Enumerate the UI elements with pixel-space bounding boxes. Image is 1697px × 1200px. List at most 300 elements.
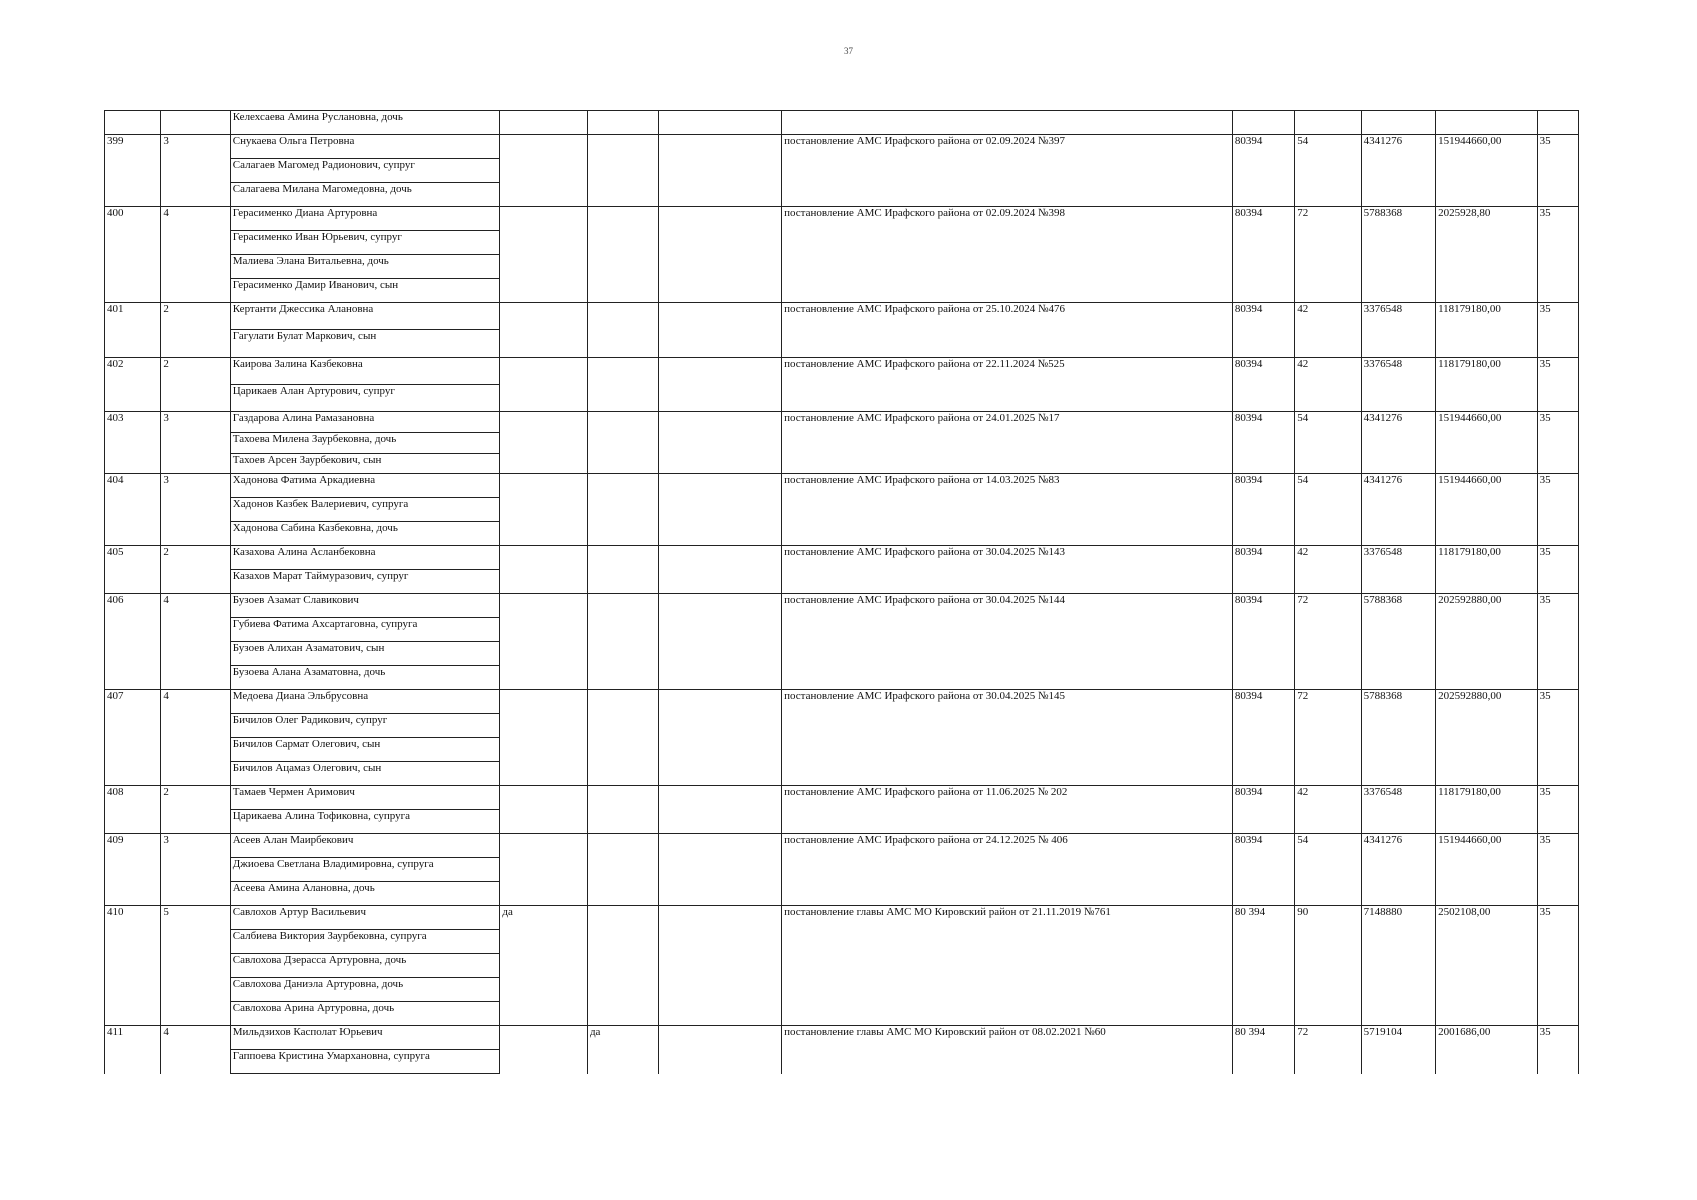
member-row <box>105 930 1579 954</box>
col-e-cell: да <box>587 1026 658 1050</box>
blank-cell <box>659 135 782 159</box>
record-number <box>105 738 161 762</box>
blank-cell <box>659 183 782 207</box>
area-cell: 72 <box>1295 207 1361 231</box>
blank-cell <box>659 618 782 642</box>
member-name: Савлохова Даниэла Артуровна, дочь <box>230 978 500 1002</box>
value2-cell <box>1436 1050 1538 1074</box>
blank-cell <box>659 498 782 522</box>
blank-cell <box>659 642 782 666</box>
value1-cell <box>1361 1050 1435 1074</box>
area-cell <box>1295 618 1361 642</box>
last-cell <box>1537 522 1578 546</box>
col-d-cell <box>500 642 588 666</box>
area-cell <box>1295 330 1361 358</box>
code-cell: 80394 <box>1232 786 1294 810</box>
document-cell <box>782 858 1233 882</box>
record-row <box>105 303 1579 330</box>
family-size: 4 <box>161 690 230 714</box>
last-cell <box>1537 762 1578 786</box>
col-e-cell <box>587 978 658 1002</box>
value2-cell <box>1436 738 1538 762</box>
area-cell <box>1295 159 1361 183</box>
col-e-cell <box>587 412 658 433</box>
code-cell <box>1232 159 1294 183</box>
value2-cell <box>1436 255 1538 279</box>
col-d-cell <box>500 255 588 279</box>
blank-cell <box>659 978 782 1002</box>
code-cell <box>1232 858 1294 882</box>
document-cell: постановление АМС Ирафского района от 11.06.2025 № 202 <box>782 786 1233 810</box>
record-number <box>105 454 161 474</box>
member-name: Салагаев Магомед Радионович, супруг <box>230 159 500 183</box>
col-d-cell <box>500 183 588 207</box>
col-e-cell <box>587 385 658 412</box>
col-e-cell <box>587 207 658 231</box>
member-name: Кертанти Джессика Алановна <box>230 303 500 330</box>
value1-cell: 3376548 <box>1361 358 1435 385</box>
blank-cell <box>659 454 782 474</box>
col-e-cell <box>587 454 658 474</box>
member-name: Медоева Диана Эльбрусовна <box>230 690 500 714</box>
col-e-cell <box>587 433 658 454</box>
area-cell: 54 <box>1295 135 1361 159</box>
code-cell <box>1232 618 1294 642</box>
member-row <box>105 433 1579 454</box>
document-cell <box>782 930 1233 954</box>
blank-cell <box>659 690 782 714</box>
member-name: Казахов Марат Таймуразович, супруг <box>230 570 500 594</box>
last-cell <box>1537 570 1578 594</box>
blank-cell <box>659 954 782 978</box>
family-size <box>161 954 230 978</box>
area-cell <box>1295 762 1361 786</box>
member-row <box>105 522 1579 546</box>
member-row <box>105 810 1579 834</box>
record-number <box>105 618 161 642</box>
member-name: Салбиева Виктория Заурбековна, супруга <box>230 930 500 954</box>
value1-cell: 5788368 <box>1361 690 1435 714</box>
value2-cell <box>1436 762 1538 786</box>
value2-cell <box>1436 159 1538 183</box>
family-size <box>161 978 230 1002</box>
last-cell <box>1537 159 1578 183</box>
value2-cell <box>1436 1002 1538 1026</box>
record-number <box>105 255 161 279</box>
document-cell <box>782 618 1233 642</box>
family-size <box>161 111 230 135</box>
last-cell <box>1537 454 1578 474</box>
value1-cell <box>1361 231 1435 255</box>
member-name: Снукаева Ольга Петровна <box>230 135 500 159</box>
code-cell <box>1232 183 1294 207</box>
record-number: 410 <box>105 906 161 930</box>
member-row <box>105 454 1579 474</box>
document-cell <box>782 954 1233 978</box>
document-cell: постановление АМС Ирафского района от 24.01.2025 №17 <box>782 412 1233 433</box>
blank-cell <box>659 255 782 279</box>
code-cell <box>1232 930 1294 954</box>
document-cell: постановление главы АМС МО Кировский район от 21.11.2019 №761 <box>782 906 1233 930</box>
value1-cell <box>1361 714 1435 738</box>
value2-cell <box>1436 714 1538 738</box>
document-cell <box>782 1050 1233 1074</box>
last-cell <box>1537 642 1578 666</box>
col-e-cell <box>587 810 658 834</box>
family-size: 4 <box>161 1026 230 1050</box>
value1-cell <box>1361 762 1435 786</box>
member-name: Хадонова Сабина Казбековна, дочь <box>230 522 500 546</box>
code-cell <box>1232 666 1294 690</box>
col-e-cell <box>587 474 658 498</box>
area-cell <box>1295 231 1361 255</box>
member-name: Герасименко Дамир Иванович, сын <box>230 279 500 303</box>
code-cell <box>1232 810 1294 834</box>
family-size: 4 <box>161 594 230 618</box>
member-row <box>105 159 1579 183</box>
last-cell: 35 <box>1537 412 1578 433</box>
code-cell <box>1232 498 1294 522</box>
value1-cell <box>1361 255 1435 279</box>
blank-cell <box>659 714 782 738</box>
col-e-cell <box>587 135 658 159</box>
record-number: 403 <box>105 412 161 433</box>
value1-cell: 4341276 <box>1361 412 1435 433</box>
value2-cell <box>1436 642 1538 666</box>
record-number <box>105 762 161 786</box>
value1-cell: 3376548 <box>1361 303 1435 330</box>
member-row <box>105 762 1579 786</box>
record-number <box>105 111 161 135</box>
area-cell <box>1295 954 1361 978</box>
col-e-cell <box>587 738 658 762</box>
blank-cell <box>659 738 782 762</box>
blank-cell <box>659 358 782 385</box>
document-cell <box>782 255 1233 279</box>
document-cell <box>782 738 1233 762</box>
area-cell <box>1295 433 1361 454</box>
value1-cell <box>1361 183 1435 207</box>
code-cell: 80394 <box>1232 834 1294 858</box>
blank-cell <box>659 433 782 454</box>
family-size <box>161 618 230 642</box>
record-number <box>105 1002 161 1026</box>
area-cell <box>1295 930 1361 954</box>
last-cell <box>1537 930 1578 954</box>
document-cell <box>782 330 1233 358</box>
area-cell <box>1295 522 1361 546</box>
document-cell <box>782 433 1233 454</box>
code-cell: 80394 <box>1232 412 1294 433</box>
member-name: Асеев Алан Маирбекович <box>230 834 500 858</box>
document-cell: постановление АМС Ирафского района от 30.04.2025 №143 <box>782 546 1233 570</box>
area-cell <box>1295 714 1361 738</box>
last-cell <box>1537 1002 1578 1026</box>
col-d-cell <box>500 433 588 454</box>
family-size <box>161 666 230 690</box>
member-name: Салагаева Милана Магомедовна, дочь <box>230 183 500 207</box>
family-size <box>161 231 230 255</box>
family-size <box>161 1050 230 1074</box>
area-cell <box>1295 810 1361 834</box>
value2-cell: 151944660,00 <box>1436 135 1538 159</box>
member-name: Бузоев Алихан Азаматович, сын <box>230 642 500 666</box>
record-number <box>105 666 161 690</box>
member-name: Герасименко Диана Артуровна <box>230 207 500 231</box>
col-e-cell <box>587 762 658 786</box>
col-d-cell <box>500 159 588 183</box>
value2-cell: 118179180,00 <box>1436 546 1538 570</box>
value2-cell: 151944660,00 <box>1436 474 1538 498</box>
code-cell <box>1232 279 1294 303</box>
member-name: Джиоева Светлана Владимировна, супруга <box>230 858 500 882</box>
record-row <box>105 1026 1579 1050</box>
record-number <box>105 858 161 882</box>
value1-cell <box>1361 978 1435 1002</box>
value1-cell <box>1361 522 1435 546</box>
document-cell <box>782 714 1233 738</box>
value2-cell <box>1436 858 1538 882</box>
code-cell <box>1232 570 1294 594</box>
value1-cell: 7148880 <box>1361 906 1435 930</box>
family-size <box>161 279 230 303</box>
value1-cell <box>1361 433 1435 454</box>
record-number <box>105 714 161 738</box>
family-size <box>161 882 230 906</box>
value1-cell <box>1361 570 1435 594</box>
record-row <box>105 207 1579 231</box>
area-cell <box>1295 642 1361 666</box>
last-cell <box>1537 858 1578 882</box>
value2-cell <box>1436 498 1538 522</box>
family-size <box>161 330 230 358</box>
last-cell: 35 <box>1537 834 1578 858</box>
area-cell <box>1295 1050 1361 1074</box>
area-cell: 54 <box>1295 834 1361 858</box>
document-cell <box>782 279 1233 303</box>
record-row <box>105 594 1579 618</box>
blank-cell <box>659 810 782 834</box>
record-number <box>105 810 161 834</box>
col-e-cell <box>587 330 658 358</box>
value2-cell: 202592880,00 <box>1436 690 1538 714</box>
last-cell <box>1537 978 1578 1002</box>
col-d-cell <box>500 570 588 594</box>
col-e-cell <box>587 1002 658 1026</box>
member-name: Гаппоева Кристина Умархановна, супруга <box>230 1050 500 1074</box>
member-row <box>105 882 1579 906</box>
document-cell: постановление АМС Ирафского района от 02.09.2024 №397 <box>782 135 1233 159</box>
last-cell <box>1537 231 1578 255</box>
blank-cell <box>659 594 782 618</box>
value2-cell <box>1436 978 1538 1002</box>
family-size: 2 <box>161 303 230 330</box>
member-name: Хадонова Фатима Аркадиевна <box>230 474 500 498</box>
member-row <box>105 858 1579 882</box>
col-e-cell <box>587 642 658 666</box>
last-cell <box>1537 111 1578 135</box>
col-d-cell <box>500 231 588 255</box>
value1-cell <box>1361 330 1435 358</box>
code-cell: 80394 <box>1232 358 1294 385</box>
last-cell <box>1537 330 1578 358</box>
blank-cell <box>659 570 782 594</box>
col-e-cell <box>587 255 658 279</box>
member-row <box>105 498 1579 522</box>
record-number <box>105 570 161 594</box>
value2-cell: 2025928,80 <box>1436 207 1538 231</box>
blank-cell <box>659 930 782 954</box>
value1-cell: 3376548 <box>1361 546 1435 570</box>
record-number <box>105 183 161 207</box>
col-d-cell <box>500 111 588 135</box>
col-d-cell <box>500 618 588 642</box>
value2-cell <box>1436 666 1538 690</box>
area-cell <box>1295 738 1361 762</box>
member-name: Бичилов Олег Радикович, супруг <box>230 714 500 738</box>
last-cell: 35 <box>1537 135 1578 159</box>
col-e-cell <box>587 618 658 642</box>
family-size: 4 <box>161 207 230 231</box>
last-cell <box>1537 738 1578 762</box>
blank-cell <box>659 834 782 858</box>
code-cell <box>1232 978 1294 1002</box>
blank-cell <box>659 1026 782 1050</box>
col-d-cell <box>500 786 588 810</box>
last-cell <box>1537 714 1578 738</box>
value1-cell <box>1361 618 1435 642</box>
col-d-cell <box>500 1002 588 1026</box>
area-cell: 42 <box>1295 786 1361 810</box>
record-number <box>105 954 161 978</box>
document-cell: постановление АМС Ирафского района от 14.03.2025 №83 <box>782 474 1233 498</box>
value2-cell <box>1436 183 1538 207</box>
document-cell <box>782 111 1233 135</box>
record-row <box>105 412 1579 433</box>
col-e-cell <box>587 690 658 714</box>
document-cell <box>782 385 1233 412</box>
value1-cell <box>1361 111 1435 135</box>
member-row <box>105 231 1579 255</box>
value2-cell: 151944660,00 <box>1436 412 1538 433</box>
family-size <box>161 738 230 762</box>
document-cell <box>782 522 1233 546</box>
family-size: 2 <box>161 546 230 570</box>
code-cell <box>1232 231 1294 255</box>
record-number <box>105 279 161 303</box>
family-size <box>161 858 230 882</box>
value1-cell <box>1361 738 1435 762</box>
last-cell: 35 <box>1537 1026 1578 1050</box>
value2-cell: 118179180,00 <box>1436 303 1538 330</box>
family-size: 5 <box>161 906 230 930</box>
area-cell <box>1295 279 1361 303</box>
col-d-cell <box>500 882 588 906</box>
value2-cell <box>1436 111 1538 135</box>
record-number <box>105 330 161 358</box>
member-row <box>105 385 1579 412</box>
member-name: Губиева Фатима Ахсартаговна, супруга <box>230 618 500 642</box>
member-name: Гагулати Булат Маркович, сын <box>230 330 500 358</box>
code-cell <box>1232 255 1294 279</box>
record-number <box>105 159 161 183</box>
area-cell <box>1295 978 1361 1002</box>
col-d-cell <box>500 930 588 954</box>
family-size: 3 <box>161 834 230 858</box>
family-size <box>161 810 230 834</box>
member-name: Тахоева Милена Заурбековна, дочь <box>230 433 500 454</box>
area-cell: 54 <box>1295 412 1361 433</box>
col-e-cell <box>587 183 658 207</box>
blank-cell <box>659 330 782 358</box>
record-number <box>105 882 161 906</box>
member-row <box>105 330 1579 358</box>
record-number <box>105 1050 161 1074</box>
value1-cell: 4341276 <box>1361 834 1435 858</box>
col-e-cell <box>587 546 658 570</box>
col-e-cell <box>587 786 658 810</box>
family-size <box>161 1002 230 1026</box>
member-name: Мильдзихов Касполат Юрьевич <box>230 1026 500 1050</box>
last-cell <box>1537 954 1578 978</box>
family-size <box>161 159 230 183</box>
value2-cell: 2001686,00 <box>1436 1026 1538 1050</box>
area-cell <box>1295 666 1361 690</box>
col-d-cell <box>500 1050 588 1074</box>
member-row <box>105 618 1579 642</box>
code-cell <box>1232 1050 1294 1074</box>
col-d-cell <box>500 546 588 570</box>
value2-cell <box>1436 930 1538 954</box>
family-size <box>161 714 230 738</box>
code-cell <box>1232 454 1294 474</box>
member-name: Бичилов Ацамаз Олегович, сын <box>230 762 500 786</box>
member-name: Царикаева Алина Тофиковна, супруга <box>230 810 500 834</box>
member-name: Герасименко Иван Юрьевич, супруг <box>230 231 500 255</box>
code-cell: 80394 <box>1232 594 1294 618</box>
family-size <box>161 762 230 786</box>
document-cell <box>782 159 1233 183</box>
value2-cell <box>1436 279 1538 303</box>
value2-cell <box>1436 330 1538 358</box>
code-cell: 80 394 <box>1232 1026 1294 1050</box>
area-cell <box>1295 1002 1361 1026</box>
col-d-cell <box>500 207 588 231</box>
value1-cell <box>1361 385 1435 412</box>
col-d-cell <box>500 358 588 385</box>
record-number <box>105 642 161 666</box>
col-d-cell <box>500 279 588 303</box>
value2-cell <box>1436 954 1538 978</box>
value2-cell <box>1436 385 1538 412</box>
area-cell: 90 <box>1295 906 1361 930</box>
member-name: Газдарова Алина Рамазановна <box>230 412 500 433</box>
member-row <box>105 183 1579 207</box>
value1-cell <box>1361 498 1435 522</box>
blank-cell <box>659 762 782 786</box>
value2-cell <box>1436 810 1538 834</box>
blank-cell <box>659 666 782 690</box>
family-size <box>161 433 230 454</box>
member-name: Савлохова Арина Артуровна, дочь <box>230 1002 500 1026</box>
blank-cell <box>659 303 782 330</box>
code-cell: 80394 <box>1232 474 1294 498</box>
family-size <box>161 930 230 954</box>
value2-cell <box>1436 570 1538 594</box>
area-cell: 42 <box>1295 303 1361 330</box>
document-cell: постановление АМС Ирафского района от 25.10.2024 №476 <box>782 303 1233 330</box>
value2-cell <box>1436 433 1538 454</box>
